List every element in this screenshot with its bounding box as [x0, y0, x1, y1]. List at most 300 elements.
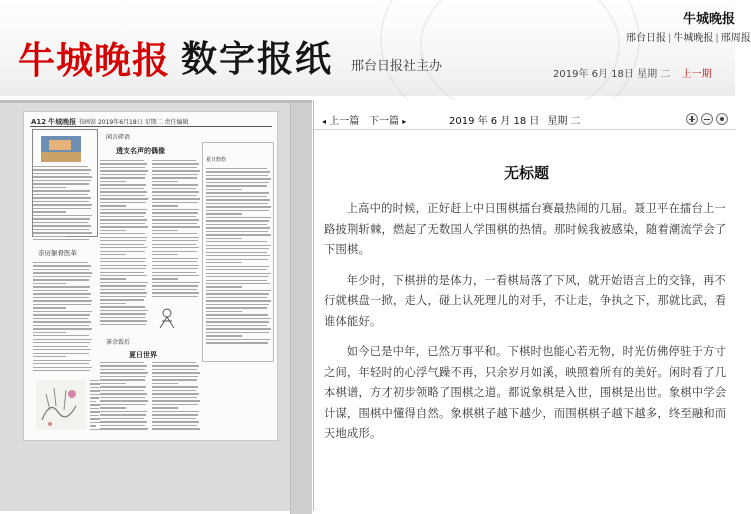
thumb-text-line [152, 362, 196, 363]
thumb-text-line [152, 292, 199, 293]
thumb-text-column [100, 160, 148, 325]
article-date [449, 112, 581, 127]
thumb-text-line [152, 390, 196, 391]
thumb-text-line [33, 363, 89, 364]
thumb-text-line [100, 390, 144, 391]
sponsor-text: 邢台日报社主办 [351, 59, 443, 74]
thumb-text-line [100, 212, 146, 213]
thumb-text-line [33, 232, 92, 233]
thumb-text-line [100, 397, 145, 398]
thumb-text-line [206, 213, 242, 214]
thumb-text-line [33, 269, 89, 270]
thumb-text-line [100, 251, 145, 252]
thumb-text-line [33, 367, 92, 368]
thumb-text-line [33, 204, 92, 205]
thumb-text-line [100, 233, 145, 234]
thumb-text-line [206, 203, 268, 204]
thumb-text-line [206, 293, 269, 294]
thumb-text-line [152, 397, 197, 398]
thumb-text-line [206, 199, 270, 200]
thumb-text-line [206, 266, 269, 267]
thumb-text-line [152, 244, 196, 245]
page-preview-panel [0, 100, 312, 511]
thumb-text-line [100, 268, 146, 269]
thumb-text-line [152, 258, 198, 259]
site-link-xingtai-daily[interactable]: 邢台日报 [626, 33, 666, 44]
thumb-figure-drawing [156, 307, 178, 329]
thumb-text-line [33, 236, 66, 237]
thumb-text-line [33, 262, 88, 263]
thumb-text-line [100, 428, 148, 429]
thumb-text-line [100, 191, 147, 192]
thumb-text-line [33, 222, 88, 223]
thumb-text-line [33, 187, 66, 188]
thumb-text-line [100, 244, 144, 245]
thumb-text-line [100, 237, 147, 238]
preview-scrollbar[interactable] [290, 103, 312, 514]
thumb-text-line [90, 390, 100, 391]
thumb-text-line [152, 216, 196, 217]
thumb-text-line [33, 283, 66, 284]
thumb-text-line [152, 254, 178, 255]
article-weekday: 星期 二 [547, 116, 581, 127]
thumb-text-line [33, 293, 91, 294]
thumb-text-line [100, 219, 147, 220]
thumb-text-line [152, 418, 196, 419]
thumb-text-line [152, 167, 197, 168]
thumb-text-line [90, 394, 100, 395]
site-separator: | [668, 33, 672, 44]
thumb-page-label: A12 [31, 118, 47, 126]
thumb-text-line [206, 304, 269, 305]
thumb-text-line [33, 190, 90, 191]
prev-article-label: 上一篇 [329, 116, 360, 127]
thumb-text-line [206, 252, 267, 253]
article-paragraph-2: 年少时，下棋拼的是体力，一看棋局落了下风，就开始语言上的交锋，再不行就棋盘一掀，走人，碰上认死理儿的对手，不让走，争执之下，那就比武，看谁体能好。 [324, 273, 727, 328]
thumb-text-line [100, 306, 145, 307]
thumb-text-line [33, 328, 92, 329]
next-article-button[interactable] [369, 112, 406, 127]
thumb-text-line [206, 280, 267, 281]
thumb-text-line [90, 397, 99, 398]
thumb-text-line [100, 369, 145, 370]
thumb-text-column [152, 362, 200, 430]
thumb-text-line [152, 383, 178, 384]
thumb-text-line [206, 328, 271, 329]
thumb-text-line [152, 296, 198, 297]
thumb-text-line [152, 265, 199, 266]
thumb-text-line [100, 202, 146, 203]
thumb-text-line [152, 226, 200, 227]
thumb-text-line [206, 314, 268, 315]
thumb-headline-3: 夏日世界 [129, 351, 157, 359]
thumb-text-line [152, 237, 199, 238]
thumb-text-line [33, 218, 90, 219]
thumb-text-line [152, 223, 197, 224]
thumb-text-line [100, 198, 148, 199]
thumb-text-line [100, 188, 144, 189]
thumb-column-label-1: 闲言碎语 [106, 134, 131, 141]
thumb-side-label: 夏日悠悠 [206, 157, 227, 163]
thumb-text-line [100, 272, 144, 273]
thumb-text-line [206, 234, 271, 235]
thumb-text-line [100, 170, 148, 171]
site-separator: | [715, 33, 719, 44]
thumb-text-line [100, 421, 147, 422]
thumb-text-line [100, 226, 148, 227]
thumb-text-line [33, 321, 91, 322]
thumb-text-line [152, 251, 197, 252]
thumb-text-line [33, 180, 91, 181]
zoom-in-icon[interactable] [686, 113, 698, 125]
thumb-rule [30, 126, 272, 127]
thumb-editor: 责任编辑 [164, 119, 189, 126]
thumb-text-line [206, 321, 269, 322]
thumb-text-line [152, 191, 199, 192]
thumb-text-line [33, 265, 91, 266]
thumb-text-line [152, 202, 198, 203]
thumb-text-line [33, 211, 66, 212]
thumb-text-line [152, 240, 198, 241]
thumb-text-line [206, 175, 268, 176]
thumb-text-line [206, 245, 271, 246]
thumb-text-line [100, 292, 147, 293]
thumb-text-line [33, 225, 91, 226]
thumb-text-line [100, 167, 145, 168]
thumb-text-line [152, 407, 178, 408]
thumb-section: 书画馆 [78, 119, 97, 126]
thumb-text-line [100, 254, 126, 255]
thumb-text-line [100, 285, 146, 286]
thumb-text-line [100, 313, 146, 314]
site-link-niucheng-evening[interactable]: 牛城晚报 [673, 33, 714, 44]
article-toolbar [314, 108, 736, 130]
thumb-text-line [100, 261, 145, 262]
thumb-text-line [152, 261, 197, 262]
thumb-text-line [90, 418, 100, 419]
thumb-text-line [33, 339, 92, 340]
thumb-text-line [33, 194, 88, 195]
logo-newspaper-name[interactable]: 牛城晚报 [18, 38, 170, 82]
thumb-text-line [206, 259, 268, 260]
thumb-text-line [206, 269, 267, 270]
thumb-text-line [33, 360, 91, 361]
thumb-text-line [33, 318, 88, 319]
thumb-text-line [152, 233, 197, 234]
thumb-text-line [206, 248, 269, 249]
thumb-text-line [206, 283, 270, 284]
previous-issue-link[interactable]: 上一期 [681, 69, 712, 80]
thumb-text-line [206, 182, 269, 183]
thumb-text-column [33, 262, 93, 371]
thumb-text-line [100, 177, 145, 178]
thumb-text-line [33, 169, 91, 170]
thumb-text-line [100, 278, 126, 279]
thumb-text-line [152, 421, 199, 422]
thumb-text-line [90, 408, 99, 409]
thumb-text-line [33, 297, 89, 298]
thumb-text-line [100, 163, 147, 164]
thumb-text-line [206, 238, 242, 239]
thumb-text-line [206, 339, 270, 340]
thumb-text-line [152, 376, 198, 377]
thumb-text-line [152, 272, 196, 273]
thumb-text-line [33, 300, 92, 301]
thumb-text-line [152, 369, 197, 370]
thumb-text-line [152, 212, 198, 213]
thumb-text-line [33, 272, 92, 273]
thumb-text-line [100, 376, 146, 377]
thumb-text-line [206, 286, 242, 287]
thumb-text-line [90, 387, 99, 388]
thumb-text-line [206, 231, 268, 232]
thumb-text-line [100, 289, 145, 290]
thumb-text-line [33, 166, 88, 167]
thumb-text-line [152, 275, 199, 276]
thumb-text-line [100, 310, 148, 311]
arrow-right-icon: ▸ [402, 117, 407, 126]
thumb-text-line [100, 386, 146, 387]
logo-digital-paper: 数字报纸 [181, 39, 334, 80]
thumb-text-line [152, 400, 200, 401]
thumb-text-line [206, 318, 271, 319]
thumb-text-line [152, 170, 200, 171]
thumb-text-line [100, 299, 144, 300]
thumb-text-line [90, 383, 100, 384]
thumb-text-line [206, 217, 271, 218]
thumb-text-line [152, 411, 199, 412]
thumb-text-line [206, 196, 267, 197]
thumb-text-column [206, 168, 272, 344]
thumb-text-line [100, 303, 126, 304]
thumb-text-line [206, 311, 242, 312]
thumb-text-line [100, 296, 146, 297]
thumb-text-line [33, 311, 92, 312]
thumb-text-line [206, 206, 271, 207]
thumb-text-line [152, 230, 178, 231]
thumb-text-line [33, 201, 89, 202]
thumb-text-line [100, 223, 145, 224]
thumb-text-line [33, 173, 89, 174]
newspaper-page-thumbnail[interactable] [23, 111, 278, 441]
thumb-text-line [100, 324, 146, 325]
thumb-text-line [33, 183, 89, 184]
thumb-text-line [100, 411, 147, 412]
thumb-text-line [100, 414, 146, 415]
thumb-text-line [152, 425, 197, 426]
thumb-text-line [152, 278, 178, 279]
prev-article-button[interactable] [322, 112, 359, 127]
thumb-text-line [33, 335, 89, 336]
thumb-text-line [152, 428, 200, 429]
thumb-text-line [206, 335, 242, 336]
thumb-text-line [206, 171, 270, 172]
thumb-text-line [206, 262, 242, 263]
thumb-text-line [90, 380, 99, 381]
thumb-text-line [100, 184, 146, 185]
thumb-text-line [100, 425, 145, 426]
issue-dateline [553, 65, 711, 80]
thumb-text-line [90, 422, 100, 423]
arrow-left-icon: ◂ [322, 117, 327, 126]
thumb-text-line [152, 198, 200, 199]
thumb-text-line [100, 181, 126, 182]
thumb-text-line [33, 286, 90, 287]
next-article-label: 下一篇 [369, 116, 399, 127]
thumb-text-line [152, 268, 198, 269]
thumb-text-line [33, 307, 66, 308]
thumb-text-line [33, 276, 91, 277]
thumb-text-line [100, 365, 147, 366]
thumb-text-line [206, 178, 271, 179]
thumb-text-line [152, 386, 198, 387]
thumb-text-line [206, 227, 270, 228]
site-header [0, 0, 751, 96]
thumb-text-line [33, 279, 89, 280]
thumb-painting [36, 380, 86, 430]
thumb-text-line [100, 282, 148, 283]
thumb-text-line [206, 255, 270, 256]
thumb-text-line [100, 383, 126, 384]
thumb-text-line [152, 219, 199, 220]
article-date-text: 2019 年 6 月 18 日 [449, 116, 540, 127]
thumb-text-line [100, 230, 126, 231]
thumb-date: 2019年6月18日 星期二 [97, 119, 163, 126]
thumb-text-line [90, 404, 100, 405]
thumb-text-line [90, 411, 100, 412]
thumb-text-line [33, 197, 91, 198]
thumb-text-line [33, 325, 89, 326]
thumb-text-line [90, 415, 99, 416]
thumb-text-line [100, 160, 144, 161]
thumb-text-column [100, 362, 148, 430]
thumb-text-line [100, 379, 145, 380]
thumb-text-line [206, 192, 269, 193]
thumb-text-line [152, 365, 199, 366]
thumb-text-line [206, 189, 242, 190]
article-body [324, 162, 729, 455]
thumb-text-line [100, 418, 144, 419]
zoom-out-icon[interactable] [701, 113, 713, 125]
thumb-text-line [206, 224, 267, 225]
thumb-text-line [90, 425, 96, 426]
thumb-text-line [100, 393, 147, 394]
article-panel [313, 100, 735, 511]
thumb-text-line [152, 393, 199, 394]
thumb-text-line [100, 265, 147, 266]
thumb-text-line [33, 290, 88, 291]
thumb-text-line [33, 349, 91, 350]
issue-date: 2019年 6月 18日 星期 二 [553, 69, 671, 80]
site-links [626, 29, 751, 44]
thumb-text-line [33, 342, 90, 343]
thumb-text-line [100, 240, 146, 241]
article-paragraph-1: 上高中的时候，正好赶上中日围棋擂台赛最热闹的几届。聂卫平在擂台上一路披荆斩棘，燃起了无数国人学围棋的热情。那时候我被感染，随着潮流学会了下围棋。 [324, 202, 727, 256]
thumb-text-line [100, 174, 146, 175]
thumb-text-line [206, 185, 267, 186]
thumb-text-line [33, 239, 89, 240]
article-title: 无标题 [503, 164, 549, 182]
thumb-text-line [90, 401, 96, 402]
thumb-text-line [206, 273, 271, 274]
thumb-text-line [206, 332, 269, 333]
thumb-text-line [33, 176, 92, 177]
thumb-text-line [33, 332, 66, 333]
brand-calligraphy: 牛城晚报 [683, 12, 736, 27]
thumb-text-line [206, 290, 271, 291]
thumb-text-line [100, 195, 145, 196]
thumb-text-line [33, 353, 89, 354]
thumb-text-line [100, 275, 147, 276]
thumb-text-line [206, 325, 267, 326]
thumb-text-column [152, 160, 200, 297]
thumb-text-line [100, 407, 126, 408]
thumb-text-line [152, 188, 196, 189]
thumb-text-line [206, 300, 271, 301]
thumb-text-line [152, 282, 200, 283]
thumb-text-line [90, 429, 100, 430]
thumb-text-line [206, 342, 268, 343]
thumb-text-line [33, 346, 88, 347]
thumb-text-line [33, 370, 90, 371]
thumb-text-column [33, 166, 93, 240]
thumb-text-line [33, 208, 91, 209]
thumb-text-line [100, 216, 144, 217]
thumb-text-line [152, 174, 198, 175]
thumb-text-line [152, 379, 197, 380]
thumb-text-line [152, 163, 199, 164]
thumb-text-line [33, 304, 91, 305]
thumb-text-line [152, 372, 200, 373]
thumb-text-line [100, 400, 148, 401]
thumb-text-line [152, 184, 198, 185]
article-paragraph-3: 如今已是中年，已然万事平和。下棋时也能心若无物，时光仿佛停驻于方寸之间，年轻时的心浮气躁不再，只余岁月如溪，映照着所有的美好。闲时看了几本棋谱，方才初步领略了围棋之道。都说象棋是入世，围棋是出世。象棋中学会计谋，围棋中懂得自然。象棋棋子越下越少，而围棋棋子越下越多，终至融和而天地成形。 [324, 345, 727, 440]
thumb-text-line [33, 314, 90, 315]
thumb-text-line [206, 220, 269, 221]
site-link-xing-weekly[interactable]: 邢周报 [720, 33, 751, 44]
thumb-text-line [152, 195, 197, 196]
thumb-text-line [33, 229, 89, 230]
thumb-text-line [33, 215, 92, 216]
thumb-text-line [100, 258, 146, 259]
thumb-text-line [152, 160, 196, 161]
thumb-text-line [206, 276, 269, 277]
thumb-text-line [100, 247, 147, 248]
thumb-column-label-2: 茶余饭后 [106, 339, 131, 346]
thumb-text-line [152, 289, 197, 290]
thumb-text-line [152, 177, 197, 178]
thumb-text-column [90, 380, 100, 430]
thumb-text-line [100, 320, 147, 321]
thumb-text-line [152, 414, 198, 415]
thumb-text-line [152, 205, 178, 206]
thumb-text-line [100, 372, 148, 373]
thumb-text-line [100, 317, 145, 318]
thumb-text-line [100, 209, 147, 210]
thumb-text-line [152, 181, 178, 182]
thumb-text-line [100, 404, 146, 405]
thumb-text-line [100, 362, 144, 363]
thumb-text-line [33, 356, 66, 357]
thumb-text-line [152, 285, 198, 286]
thumb-text-line [152, 247, 199, 248]
zoom-reset-icon[interactable] [716, 113, 728, 125]
thumb-text-line [100, 205, 126, 206]
thumb-text-line [206, 307, 267, 308]
thumb-masthead-name: 牛城晚报 [48, 118, 77, 126]
thumb-text-line [152, 404, 198, 405]
thumb-text-line [206, 241, 267, 242]
